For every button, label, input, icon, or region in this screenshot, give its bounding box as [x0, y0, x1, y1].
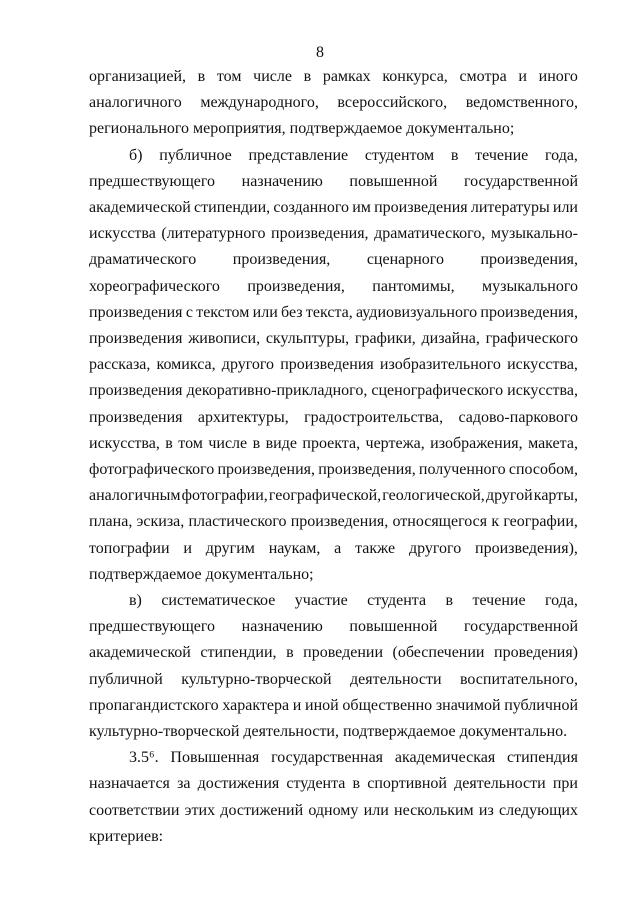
word: драматического	[89, 251, 197, 269]
word: им	[352, 199, 371, 217]
word: искусства,	[507, 382, 578, 400]
word: рамках	[322, 68, 371, 85]
word: смотра	[459, 68, 507, 85]
word: в	[352, 775, 361, 793]
text-line	[89, 221, 578, 247]
word: (обеспечении	[392, 644, 485, 662]
word: течение	[472, 592, 526, 610]
word: из	[478, 801, 494, 819]
word: студентом	[364, 146, 435, 164]
text-line	[89, 274, 578, 300]
word: предшествующего	[89, 172, 216, 190]
word: произведения	[89, 408, 183, 426]
word: живописи,	[188, 330, 261, 348]
text-line	[89, 64, 578, 90]
word: произведения,	[247, 277, 345, 295]
word: спортивной	[367, 775, 447, 793]
word: аналогичного	[89, 94, 182, 112]
word: в	[286, 644, 294, 662]
text-line: критериев:	[89, 827, 164, 845]
text-line	[89, 195, 578, 221]
word: аналогичным	[89, 487, 181, 505]
word: международного,	[200, 94, 319, 112]
word: искусства	[89, 225, 156, 243]
word: музыкального	[482, 277, 578, 295]
word: пластического	[188, 513, 287, 531]
word: в)	[129, 592, 142, 610]
word: макета,	[528, 434, 578, 452]
word: пантомимы,	[372, 277, 455, 295]
word: к	[491, 513, 500, 531]
word: том	[178, 434, 203, 452]
word: текста,	[305, 303, 353, 321]
word: эскиза,	[136, 513, 185, 531]
word: течение	[475, 146, 529, 164]
word: публичной	[504, 696, 578, 714]
word: фотографии,	[181, 487, 268, 505]
text-line	[89, 169, 578, 195]
word: сценографического	[371, 382, 504, 400]
word: произведения),	[475, 539, 578, 557]
text-line	[89, 378, 578, 404]
word: в	[445, 592, 454, 610]
text-line	[89, 247, 578, 273]
word: проекта,	[302, 434, 361, 452]
word: географии,	[503, 513, 578, 531]
word: комикса,	[156, 356, 216, 374]
text-line	[89, 352, 578, 378]
text-line	[89, 90, 578, 116]
word: проведения)	[494, 644, 578, 662]
word: назначению	[241, 618, 323, 636]
word: изображения,	[430, 434, 523, 452]
document-body	[89, 64, 578, 850]
word: произведения,	[290, 513, 389, 531]
text-line	[89, 745, 578, 771]
word: произведения,	[217, 461, 316, 479]
word: градостроительства,	[304, 408, 444, 426]
word: литературы	[470, 199, 550, 217]
word: фотографического	[89, 461, 215, 479]
word: рассказа,	[89, 356, 151, 374]
word: произведения	[89, 382, 183, 400]
word: графического	[485, 330, 578, 348]
word: конкурса,	[382, 68, 448, 85]
word: аудиовизуального	[356, 303, 478, 321]
word: академической	[89, 644, 191, 662]
word: музыкально-	[490, 225, 578, 243]
text-line	[89, 483, 578, 509]
word: скульптуры,	[265, 330, 350, 348]
word: также	[355, 539, 396, 557]
word: другого	[221, 356, 275, 374]
word: другим	[205, 539, 255, 557]
word: произведения,	[480, 303, 578, 321]
word: Повышенная	[170, 749, 260, 767]
word: дизайна,	[421, 330, 480, 348]
text-line	[89, 798, 578, 824]
word: этих	[184, 801, 216, 819]
word: 3.5⁶.	[129, 749, 159, 767]
word: произведения,	[480, 251, 578, 269]
word: б)	[129, 146, 143, 164]
word: государственной	[463, 172, 578, 190]
text-line	[89, 405, 578, 431]
word: числе	[208, 434, 248, 452]
word: нескольким	[394, 801, 474, 819]
word: произведения,	[318, 461, 416, 479]
word: публичное	[159, 146, 232, 164]
word: воспитательного,	[459, 670, 578, 688]
word: студента	[286, 775, 346, 793]
word: студента	[367, 592, 427, 610]
word: повышенной	[349, 618, 438, 636]
word: в	[450, 146, 459, 164]
text-line	[89, 693, 578, 719]
text-line	[89, 588, 578, 614]
text-line: регионального мероприятия, подтверждаемое документально;	[89, 120, 515, 138]
word: в	[303, 68, 312, 85]
text-line: культурно-творческой деятельности, подтверждаемое документально.	[89, 723, 568, 741]
word: деятельности	[349, 670, 442, 688]
word: произведения	[89, 330, 183, 348]
word: или	[363, 801, 389, 819]
word: искусства,	[507, 356, 578, 374]
word: одному	[308, 801, 359, 819]
paragraph	[89, 588, 578, 745]
word: с	[185, 303, 193, 321]
word: топографии	[89, 539, 170, 557]
word: произведения,	[271, 225, 369, 243]
word: предшествующего	[89, 618, 216, 636]
word: хореографического	[89, 277, 220, 295]
word: организацией,	[89, 68, 186, 85]
paragraph	[89, 64, 578, 143]
text-line	[89, 431, 578, 457]
word: деятельности	[454, 775, 546, 793]
word: другого	[408, 539, 462, 557]
paragraph	[89, 143, 578, 588]
word: ведомственного,	[465, 94, 578, 112]
word: произведения	[280, 356, 374, 374]
word: садово-паркового	[458, 408, 578, 426]
text-line	[89, 536, 578, 562]
word: наукам,	[268, 539, 321, 557]
word: карты,	[533, 487, 578, 505]
paragraph	[89, 745, 578, 850]
word: произведения	[374, 199, 468, 217]
word: способом,	[508, 461, 578, 479]
word: и	[183, 539, 192, 557]
word: произведения	[89, 303, 183, 321]
word: без	[281, 303, 303, 321]
text-line	[89, 771, 578, 797]
word: достижений	[220, 801, 304, 819]
word: назначается	[89, 775, 170, 793]
text-line	[89, 457, 578, 483]
word: декоративно-прикладного,	[186, 382, 368, 400]
word: академической	[89, 199, 191, 217]
word: следующих	[499, 801, 578, 819]
word: назначению	[241, 172, 323, 190]
word: сценарного	[366, 251, 444, 269]
word: общественно	[342, 696, 433, 714]
word: графики,	[354, 330, 416, 348]
text-line	[89, 667, 578, 693]
word: виде	[265, 434, 297, 452]
word: или	[552, 199, 578, 217]
word: а	[334, 539, 342, 557]
word: года,	[544, 146, 578, 164]
word: географической,	[268, 487, 382, 505]
word: достижения	[197, 775, 280, 793]
page-number: 8	[316, 44, 324, 61]
word: в	[165, 434, 173, 452]
word: иной	[305, 696, 339, 714]
word: пропагандистского	[89, 696, 219, 714]
word: геологической,	[382, 487, 485, 505]
word: при	[552, 775, 578, 793]
word: (литературного	[161, 225, 266, 243]
word: произведения,	[232, 251, 331, 269]
word: академическая	[394, 749, 496, 767]
word: том	[216, 68, 242, 85]
word: за	[177, 775, 191, 793]
text-line: подтверждаемое документально;	[89, 565, 314, 583]
text-line	[89, 143, 578, 169]
word: другой	[485, 487, 533, 505]
text-line	[89, 614, 578, 640]
word: плана,	[89, 513, 133, 531]
word: повышенной	[349, 172, 438, 190]
word: соответствии	[89, 801, 180, 819]
word: текстом	[196, 303, 250, 321]
word: или	[252, 303, 278, 321]
word: значимой	[435, 696, 501, 714]
word: года,	[544, 592, 578, 610]
word: культурно-творческой	[181, 670, 332, 688]
word: государственной	[463, 618, 578, 636]
word: систематическое	[161, 592, 276, 610]
word: и	[518, 68, 527, 85]
word: иного	[538, 68, 578, 85]
word: в	[252, 434, 261, 452]
text-line	[89, 509, 578, 535]
word: числе	[253, 68, 292, 85]
word: драматического,	[374, 225, 486, 243]
word: архитектуры,	[197, 408, 289, 426]
word: государственная	[271, 749, 384, 767]
word: публичной	[89, 670, 163, 688]
text-line	[89, 640, 578, 666]
word: стипендии,	[200, 644, 277, 662]
word: изобразительного	[379, 356, 501, 374]
word: стипендия	[507, 749, 578, 767]
word: чертежа,	[365, 434, 425, 452]
word: относящегося	[392, 513, 488, 531]
word: участие	[294, 592, 348, 610]
word: созданного	[273, 199, 350, 217]
text-line	[89, 326, 578, 352]
word: всероссийского,	[337, 94, 448, 112]
word: полученного	[418, 461, 506, 479]
text-line	[89, 300, 578, 326]
word: искусства,	[89, 434, 160, 452]
word: в	[197, 68, 206, 85]
word: представление	[248, 146, 349, 164]
word: и	[292, 696, 302, 714]
word: стипендии,	[194, 199, 271, 217]
word: характера	[222, 696, 290, 714]
word: проведении	[303, 644, 383, 662]
